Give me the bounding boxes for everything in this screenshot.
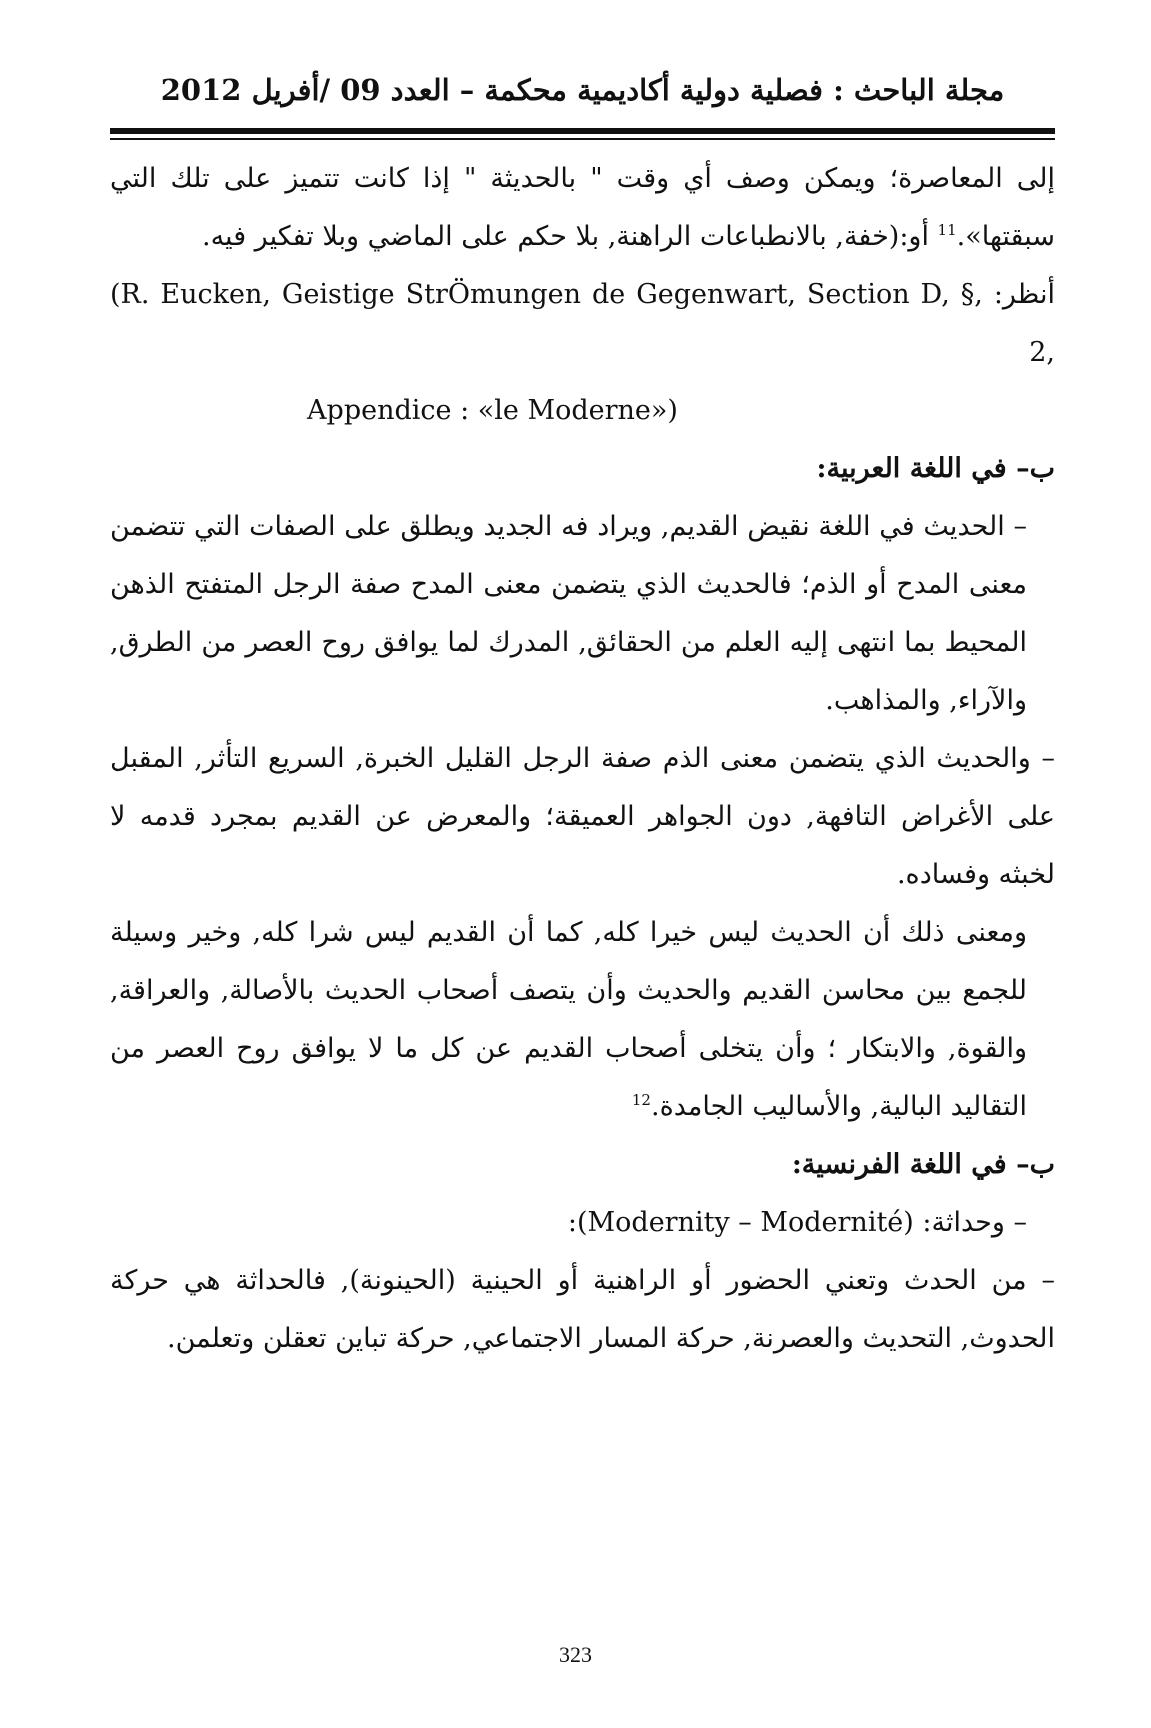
reference-citation: (R. Eucken, Geistige StrÖmungen de Gegenwart, Section D, §, 2, [110, 279, 1055, 368]
term-latin: (Modernity – Modernité) [576, 1207, 914, 1238]
term-prefix: – وحداثة: [922, 1207, 1027, 1238]
reference-prefix: أنظر: [993, 279, 1055, 310]
article-body [110, 150, 1055, 1368]
footnote-marker: 11 [937, 221, 957, 239]
header-rule-thin [110, 138, 1055, 140]
paragraph-continuation [110, 150, 1055, 266]
paragraph-text-cont: أو:(خفة, بالانطباعات الراهنة, بلا حكم على الماضي وبلا تفكير فيه. [201, 221, 938, 252]
paragraph-modernity-definition: – من الحدث وتعني الحضور أو الراهنية أو الحينية (الحينونة), فالحداثة هي حركة الحدوث, التحديث والعصرنة, حركة المسار الاجتماعي, حركة تباين تعقلن وتعلمن. [110, 1265, 1055, 1354]
page-number: 323 [559, 1642, 592, 1667]
paragraph-modern-blame: – والحديث الذي يتضمن معنى الذم صفة الرجل القليل الخبرة, السريع التأثر, المقبل على الأغراض التافهة, دون الجواهر العميقة؛ والمعرض عن القديم بمجرد قدمه لا لخبثه وفساده. [110, 743, 1055, 890]
reference-line-2 [110, 382, 1055, 440]
paragraph-meaning [110, 904, 1055, 1136]
journal-header: مجلة الباحث : فصلية دولية أكاديمية محكمة – العدد 09 /أفريل 2012 [160, 73, 1005, 107]
section-heading-arabic: ب– في اللغة العربية: [816, 453, 1055, 484]
reference-line [110, 266, 1055, 382]
paragraph-modern-praise: – الحديث في اللغة نقيض القديم, ويراد فه الجديد ويطلق على الصفات التي تتضمن معنى المدح أو الذم؛ فالحديث الذي يتضمن معنى المدح صفة الرجل المتفتح الذهن المحيط بما انتهى إليه العلم من الحقائق, المدرك لما يوافق روح العصر من الطرق, والآراء, والمذاهب. [110, 511, 1027, 716]
modernity-term-line [110, 1194, 1055, 1252]
term-suffix: : [567, 1207, 577, 1238]
section-heading-french: ب– في اللغة الفرنسية: [791, 1149, 1055, 1180]
header-rule-thick [110, 128, 1055, 134]
paragraph-text: إلى المعاصرة؛ ويمكن وصف أي وقت " بالحديثة " إذا كانت تتميز على تلك التي سبقتها». [110, 163, 1055, 252]
reference-citation-cont: Appendice : «le Moderne») [307, 395, 678, 426]
paragraph-text: ومعنى ذلك أن الحديث ليس خيرا كله, كما أن القديم ليس شرا كله, وخير وسيلة للجمع بين محاسن القديم والحديث وأن يتصف أصحاب الحديث بالأصالة, والعراقة, والقوة, والابتكار ؛ وأن يتخلى أصحاب القديم عن كل ما لا يوافق روح العصر من التقاليد البالية, والأساليب الجامدة. [110, 917, 1027, 1122]
footnote-marker: 12 [631, 1091, 651, 1109]
